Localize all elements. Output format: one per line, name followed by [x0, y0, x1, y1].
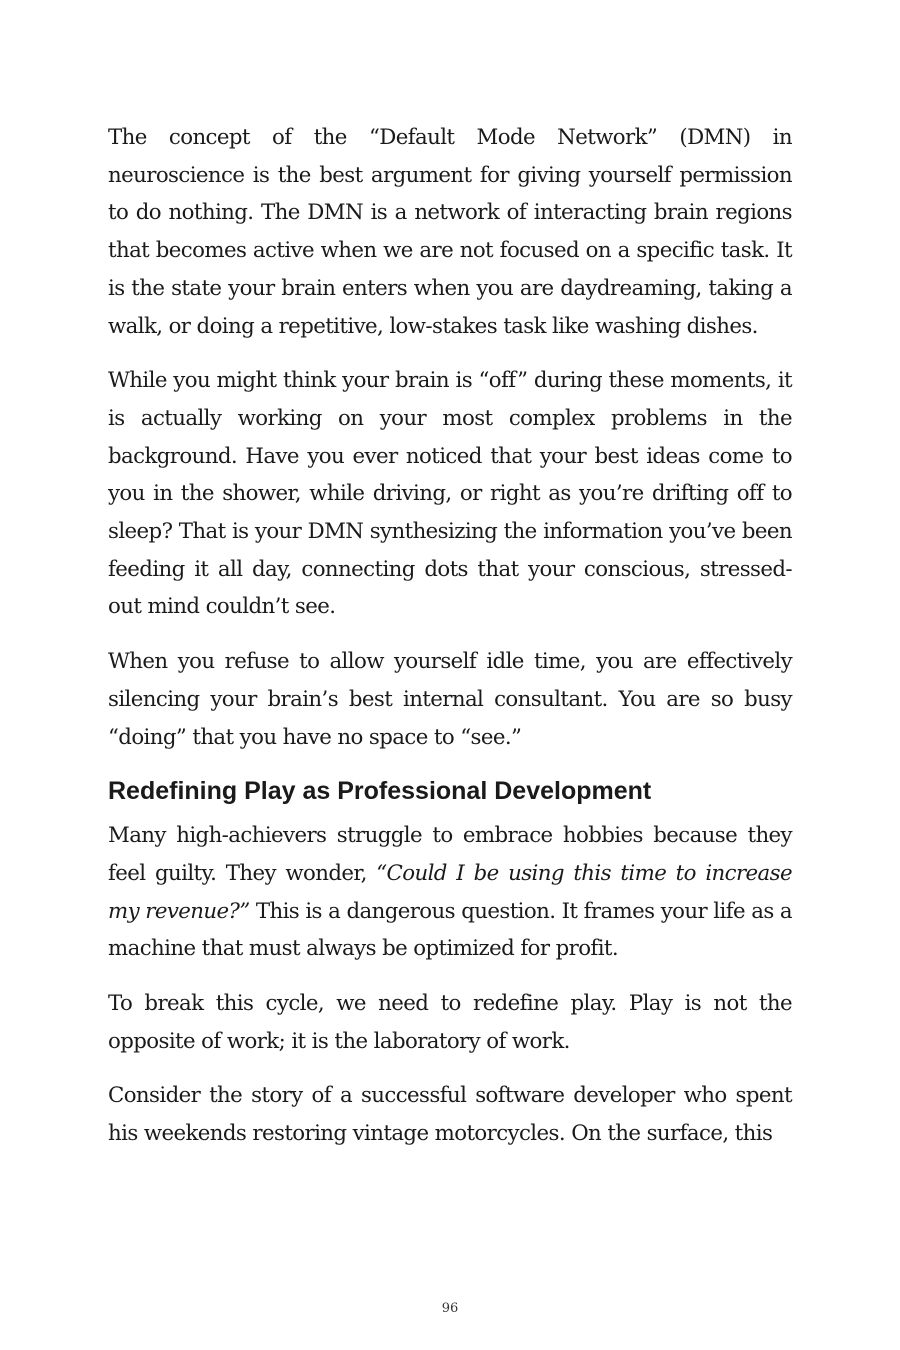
- paragraph-hobbies-text-after: This is a dangerous question. It frames your life as a machine that must always be optimized for profit.: [108, 898, 792, 962]
- paragraph-hobbies-text-before: Many high-achievers struggle to embrace hobbies because they feel guilty. They wonder,: [108, 823, 792, 886]
- page-content: [108, 119, 792, 1170]
- paragraph-dmn-intro: The concept of the “Default Mode Network” (DMN) in neuroscience is the best argument for giving yourself permission to do nothing. The DMN is a network of interacting brain regions that becomes active when we are not focused on a specific task. It is the state your brain enters when you are daydreaming, taking a walk, or doing a repetitive, low-stakes task like washing dishes.: [108, 125, 792, 339]
- paragraph-dmn-background: While you might think your brain is “off” during these moments, it is actually working on your most complex problems in the background. Have you ever noticed that your best ideas come to you in the shower, while driving, or right as you’re drifting off to sleep? That is your DMN synthesizing the information you’ve been feeding it all day, connecting dots that your conscious, stressed-out mind couldn’t see.: [108, 368, 792, 620]
- paragraph-idle-time: When you refuse to allow yourself idle time, you are effectively silencing your brain’s best internal consultant. You are so busy “doing” that you have no space to “see.”: [108, 649, 792, 750]
- paragraph-developer-story: Consider the story of a successful software developer who spent his weekends restoring vintage motorcycles. On the surface, this: [108, 1083, 792, 1147]
- paragraph-hobbies-guilt: [108, 817, 792, 968]
- page-number: 96: [441, 1301, 459, 1316]
- section-heading: Redefining Play as Professional Development: [108, 777, 652, 806]
- italic-quote: “Could I be using this time to increase my revenue?”: [108, 860, 792, 924]
- paragraph-redefine-play: To break this cycle, we need to redefine play. Play is not the opposite of work; it is the laboratory of work.: [108, 991, 792, 1054]
